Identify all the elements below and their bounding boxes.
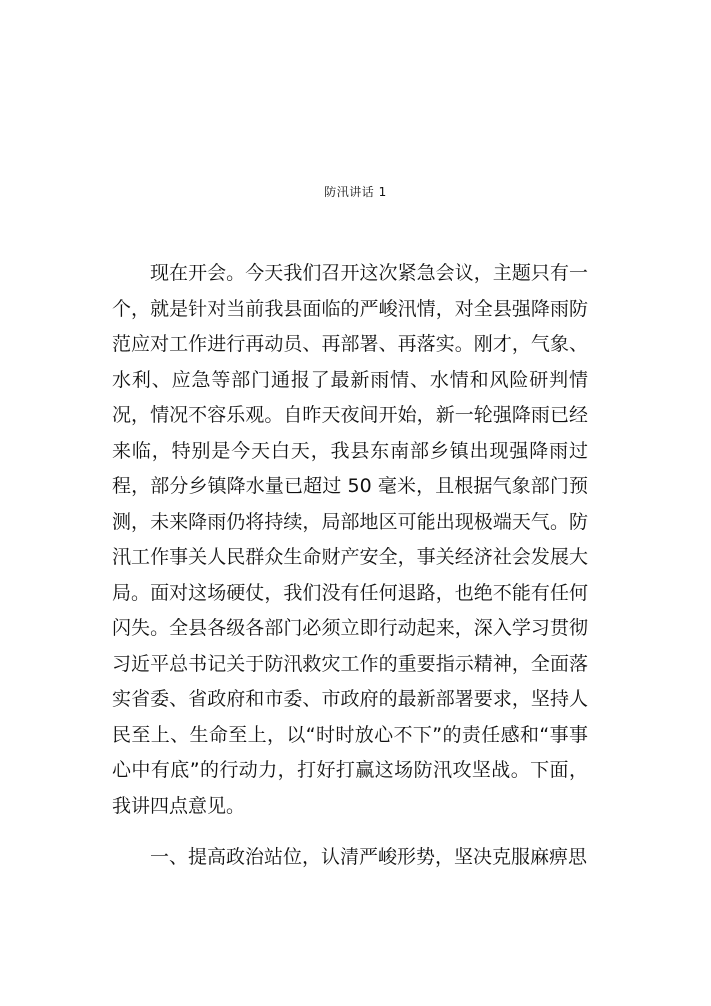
body-paragraph-intro: 现在开会。今天我们召开这次紧急会议，主题只有一个，就是针对当前我县面临的严峻汛情，对全县强降雨防范应对工作进行再动员、再部署、再落实。刚才，气象、水利、应急等部门通报了最新雨情、水情和风险研判情况，情况不容乐观。自昨天夜间开始，新一轮强降雨已经来临，特别是今天白天，我县东南部乡镇出现强降雨过程，部分乡镇降水量已超过 50 毫米，且根据气象部门预测，未来降雨仍将持续，局部地区可能出现极端天气。防汛工作事关人民群众生命财产安全，事关经济社会发展大局。面对这场硬仗，我们没有任何退路，也绝不能有任何闪失。全县各级各部门必须立即行动起来，深入学习贯彻习近平总书记关于防汛救灾工作的重要指示精神，全面落实省委、省政府和市委、市政府的最新部署要求，坚持人民至上、生命至上，以“时时放心不下”的责任感和“事事心中有底”的行动力，打好打赢这场防汛攻坚战。下面，我讲四点意见。 [112, 262, 588, 817]
document-body [112, 256, 588, 876]
document-title: 防汛讲话 1 [324, 185, 387, 199]
section-heading-1: 一、提高政治站位，认清严峻形势，坚决克服麻痹思 [150, 846, 588, 868]
